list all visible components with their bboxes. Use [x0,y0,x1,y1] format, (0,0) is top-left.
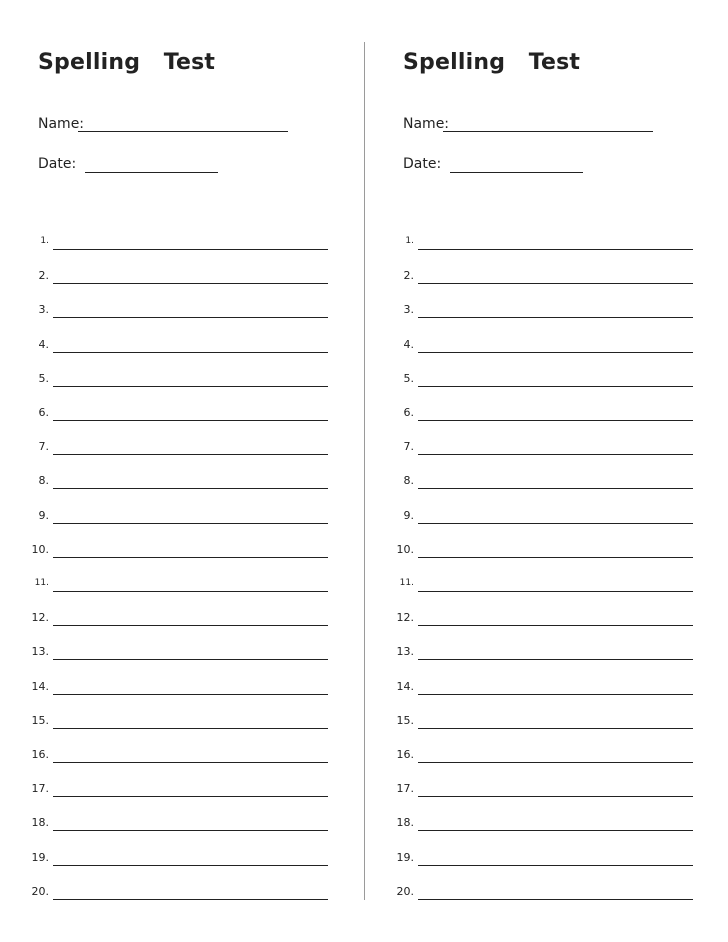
answer-blank-line[interactable] [53,454,328,455]
answer-line-row [0,709,330,729]
answer-blank-line[interactable] [53,488,328,489]
line-number: 4. [38,337,49,351]
line-number: 15. [31,713,49,727]
answer-line-row [0,367,330,387]
line-number: 2. [38,269,49,283]
answer-line-row [0,880,330,900]
answer-blank-line[interactable] [418,557,693,558]
name-label: Name: [38,116,85,132]
line-number: 18. [31,816,49,830]
line-number: 19. [396,850,414,864]
answer-blank-line[interactable] [418,694,693,695]
answer-blank-line[interactable] [418,762,693,763]
line-number: 16. [396,748,414,761]
date-blank-line[interactable] [450,172,583,173]
answer-blank-line[interactable] [418,591,693,592]
answer-line-row [0,777,330,797]
answer-blank-line[interactable] [418,352,693,353]
line-number: 8. [38,474,49,488]
worksheet-left [0,0,330,942]
line-number: 13. [31,645,49,659]
answer-line-row [365,367,695,387]
answer-blank-line[interactable] [418,283,693,284]
answer-blank-line[interactable] [53,352,328,353]
answer-line-row [0,435,330,455]
answer-line-row [365,846,695,866]
answer-line-row [365,333,695,353]
line-number: 1. [405,236,414,246]
line-number: 14. [31,679,49,693]
answer-blank-line[interactable] [53,249,328,250]
answer-blank-line[interactable] [53,694,328,695]
answer-line-row [365,606,695,626]
answer-line-row [0,811,330,831]
answer-blank-line[interactable] [418,830,693,831]
line-number: 7. [403,440,414,454]
line-number: 20. [396,884,414,898]
line-number: 5. [38,371,49,385]
line-number: 13. [396,645,414,659]
answer-blank-line[interactable] [418,386,693,387]
line-number: 11. [34,578,49,588]
date-blank-line[interactable] [85,172,218,173]
answer-line-row [365,880,695,900]
name-label: Name: [403,116,450,132]
line-number: 18. [396,816,414,830]
answer-blank-line[interactable] [53,625,328,626]
answer-line-row [365,743,695,763]
answer-line-row [0,606,330,626]
answer-line-row [365,230,695,250]
line-number: 6. [38,406,49,419]
line-number: 12. [396,611,414,625]
answer-blank-line[interactable] [418,796,693,797]
date-label: Date: [403,156,442,172]
line-number: 19. [31,850,49,864]
answer-line-row [0,401,330,421]
answer-blank-line[interactable] [53,899,328,900]
answer-line-row [365,538,695,558]
answer-blank-line[interactable] [418,728,693,729]
line-number: 14. [396,679,414,693]
line-number: 17. [31,782,49,796]
line-number: 5. [403,371,414,385]
line-number: 20. [31,884,49,898]
worksheet-right [365,0,695,942]
answer-blank-line[interactable] [53,420,328,421]
answer-line-row [365,401,695,421]
line-number: 3. [38,303,49,317]
answer-blank-line[interactable] [53,557,328,558]
line-number: 7. [38,440,49,454]
name-field [403,116,449,132]
answer-blank-line[interactable] [418,454,693,455]
answer-blank-line[interactable] [53,317,328,318]
date-label: Date: [38,156,77,172]
answer-blank-line[interactable] [418,899,693,900]
line-number: 1. [40,236,49,246]
line-number: 15. [396,713,414,727]
answer-blank-line[interactable] [53,865,328,866]
answer-blank-line[interactable] [53,591,328,592]
answer-blank-line[interactable] [53,659,328,660]
answer-line-row [0,572,330,592]
answer-line-row [365,469,695,489]
answer-line-row [0,743,330,763]
answer-line-row [0,469,330,489]
line-number: 4. [403,337,414,351]
line-number: 8. [403,474,414,488]
answer-line-row [365,675,695,695]
line-number: 17. [396,782,414,796]
answer-blank-line[interactable] [418,659,693,660]
answer-blank-line[interactable] [418,625,693,626]
answer-line-row [0,538,330,558]
answer-blank-line[interactable] [418,249,693,250]
answer-line-row [0,504,330,524]
line-number: 9. [403,508,414,522]
answer-blank-line[interactable] [418,488,693,489]
answer-line-row [365,709,695,729]
answer-line-row [365,777,695,797]
line-number: 11. [399,578,414,588]
answer-blank-line[interactable] [53,830,328,831]
answer-blank-line[interactable] [418,420,693,421]
answer-blank-line[interactable] [53,523,328,524]
answer-line-row [365,640,695,660]
answer-line-row [0,333,330,353]
answer-blank-line[interactable] [418,523,693,524]
answer-blank-line[interactable] [418,865,693,866]
answer-line-row [0,298,330,318]
line-number: 16. [31,748,49,761]
answer-blank-line[interactable] [53,762,328,763]
answer-line-row [0,640,330,660]
name-blank-line[interactable] [443,131,653,132]
line-number: 10. [396,542,414,556]
answer-line-row [0,675,330,695]
line-number: 3. [403,303,414,317]
date-field [403,156,441,172]
line-number: 10. [31,542,49,556]
answer-blank-line[interactable] [418,317,693,318]
date-field [38,156,76,172]
line-number: 2. [403,269,414,283]
answer-blank-line[interactable] [53,283,328,284]
answer-blank-line[interactable] [53,728,328,729]
answer-line-row [0,230,330,250]
answer-line-row [0,264,330,284]
name-blank-line[interactable] [78,131,288,132]
answer-line-row [365,298,695,318]
answer-line-row [365,504,695,524]
line-number: 6. [403,406,414,419]
answer-line-row [365,264,695,284]
answer-line-row [365,811,695,831]
name-field [38,116,84,132]
answer-line-row [365,435,695,455]
worksheet-title: Spelling Test [403,50,581,75]
answer-blank-line[interactable] [53,386,328,387]
answer-line-row [365,572,695,592]
line-number: 9. [38,508,49,522]
answer-line-row [0,846,330,866]
line-number: 12. [31,611,49,625]
answer-blank-line[interactable] [53,796,328,797]
worksheet-title: Spelling Test [38,50,216,75]
